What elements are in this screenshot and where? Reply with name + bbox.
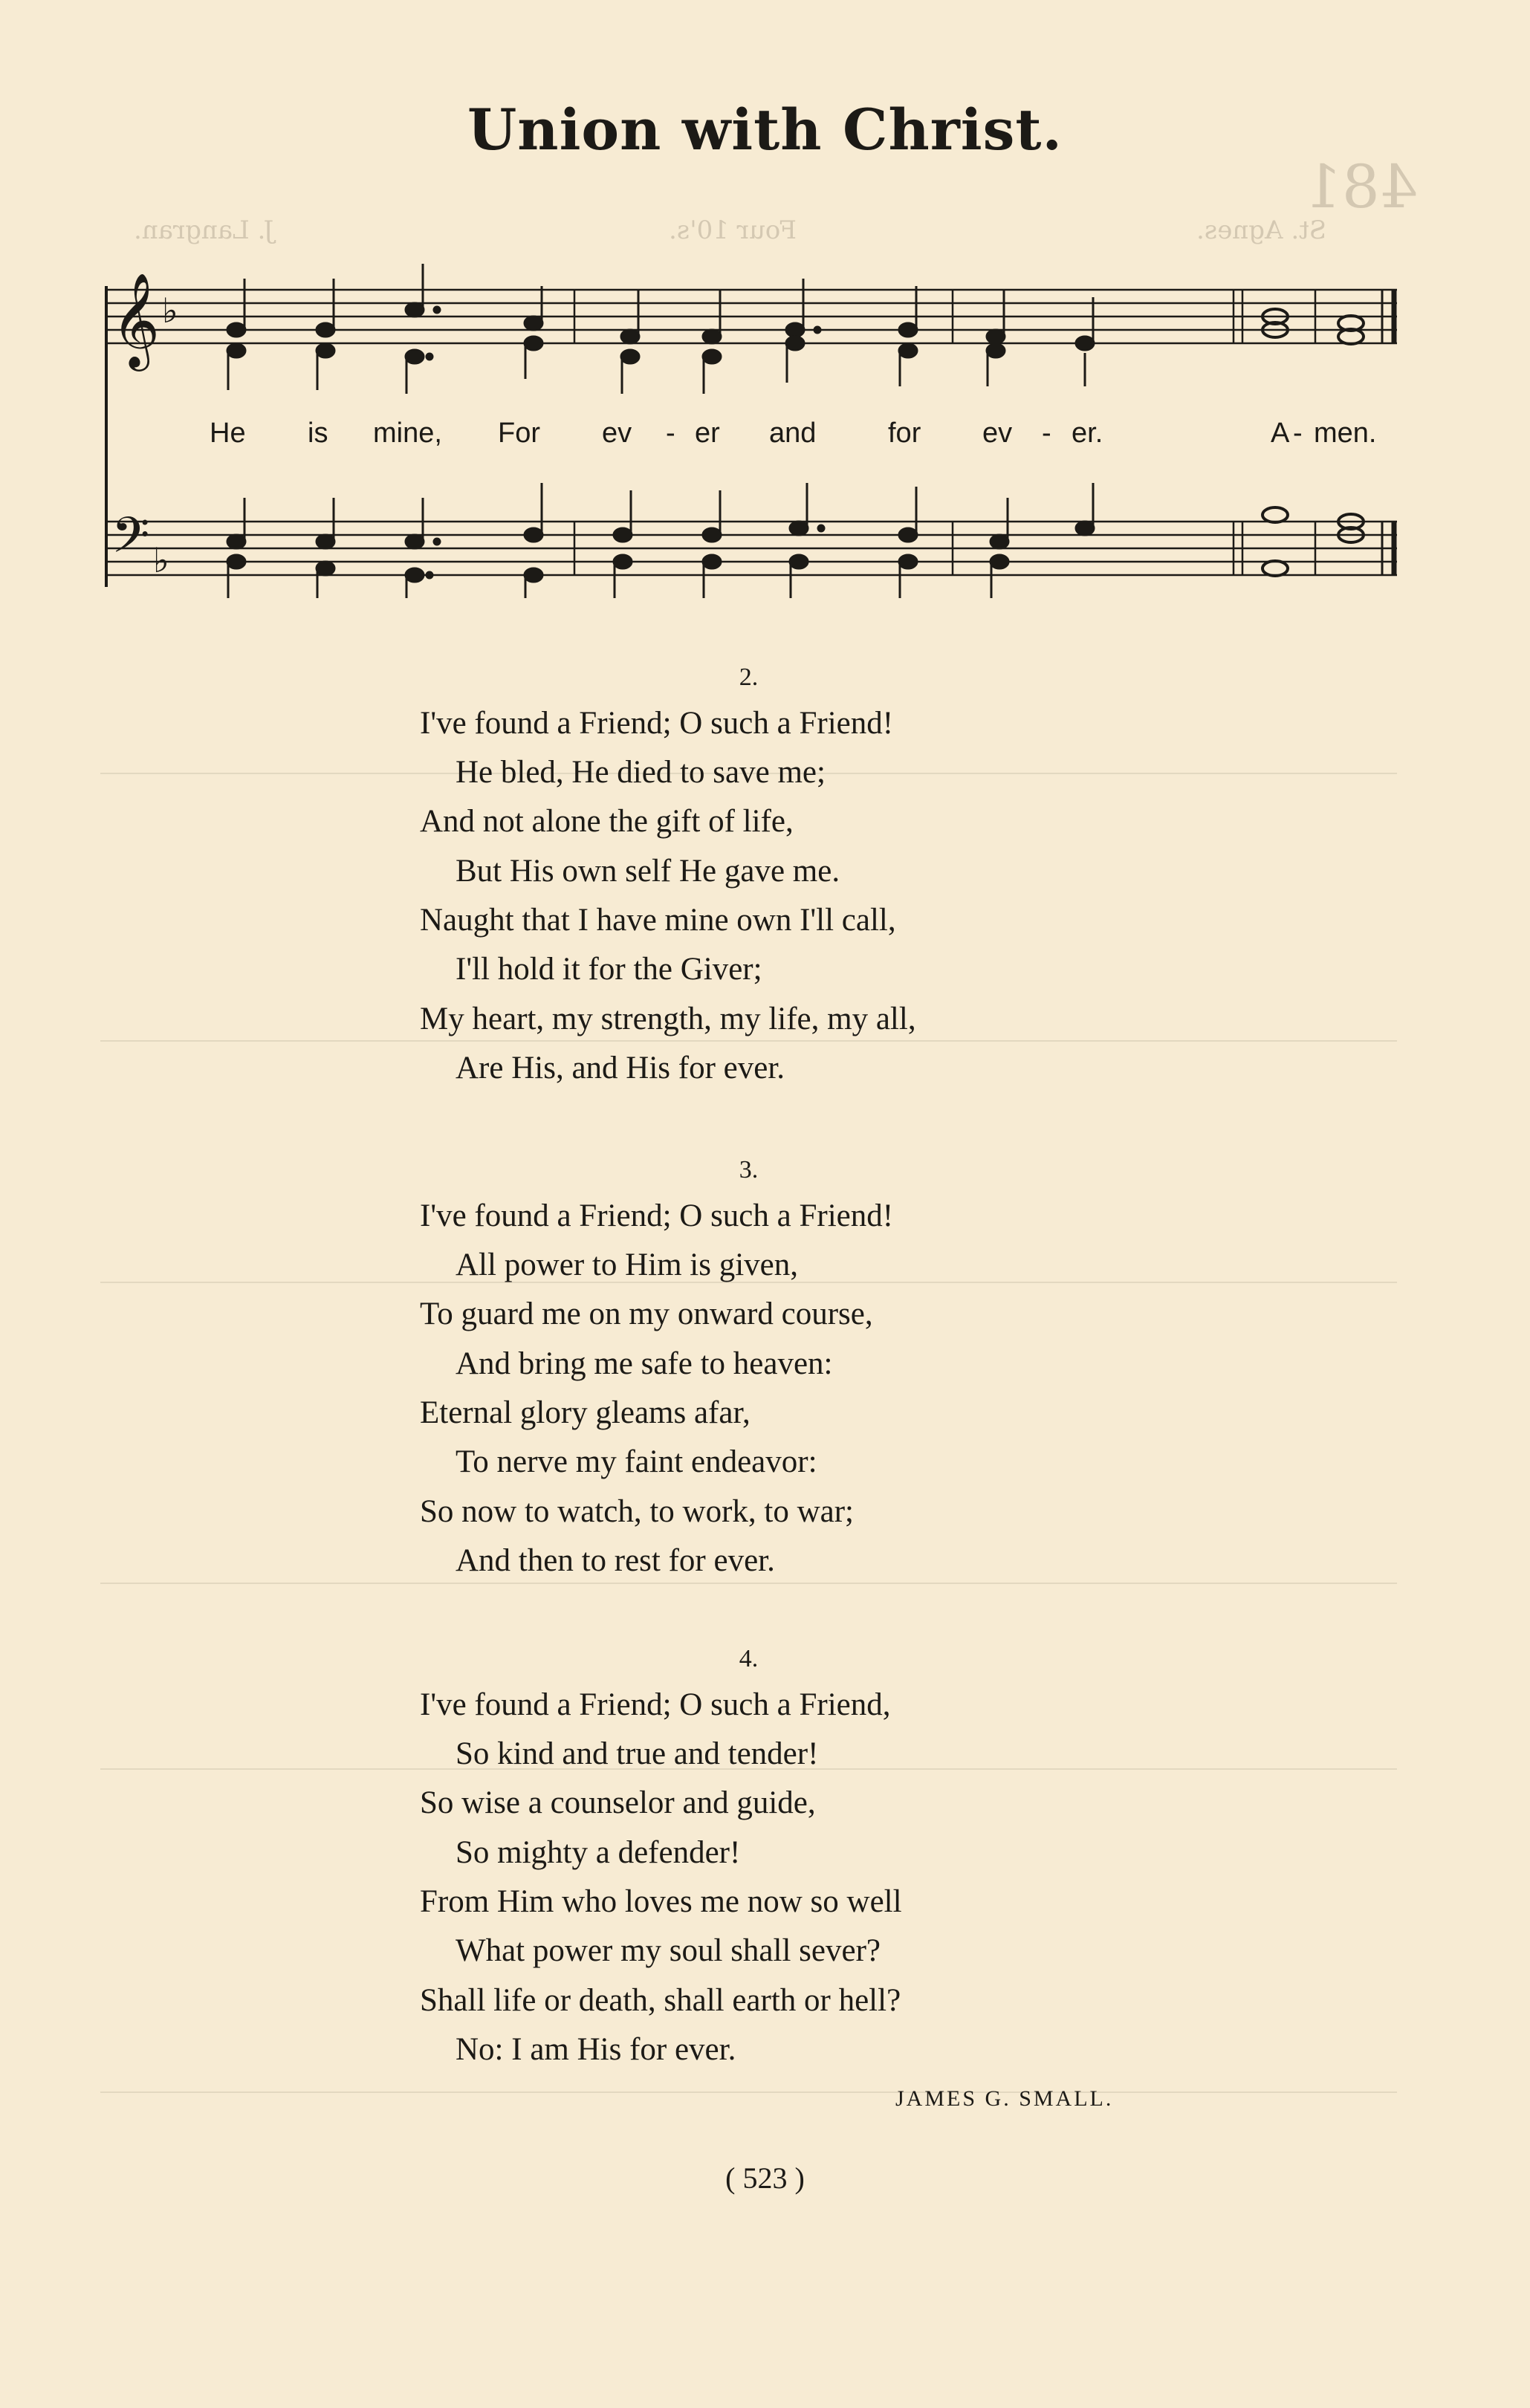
verse-line: And then to rest for ever.	[456, 1543, 775, 1578]
svg-text:𝄞: 𝄞	[111, 272, 161, 367]
verse-line: All power to Him is given,	[456, 1247, 799, 1282]
bleed-composer: J. Langran.	[134, 215, 274, 245]
lyric-syllable: mine,	[373, 418, 442, 449]
verse-line: He bled, He died to save me;	[456, 755, 826, 790]
verse-line: From Him who loves me now so well	[420, 1884, 902, 1919]
lyric-syllable: er.	[1072, 418, 1103, 449]
verse-line: So now to watch, to work, to war;	[420, 1494, 855, 1529]
lyric-syllable: -	[1042, 418, 1051, 449]
hymn-title: Union with Christ.	[467, 97, 1063, 163]
lyric-syllable: is	[308, 418, 328, 449]
verse-line: What power my soul shall sever?	[456, 1933, 881, 1968]
verse-line: My heart, my strength, my life, my all,	[420, 1002, 916, 1036]
lyric-syllable: er	[695, 418, 720, 449]
verse-line: I'll hold it for the Giver;	[456, 952, 762, 987]
verse-line: To nerve my faint endeavor:	[456, 1444, 817, 1479]
verse-line: So mighty a defender!	[456, 1835, 741, 1870]
lyric-syllable: -	[666, 418, 675, 449]
lyric-syllable: ev	[602, 418, 632, 449]
svg-text:𝄢: 𝄢	[111, 507, 150, 576]
verse-line: So kind and true and tender!	[456, 1736, 819, 1771]
bleed-staff	[100, 1040, 1397, 1042]
verse-line: I've found a Friend; O such a Friend!	[420, 706, 894, 741]
verse-line: I've found a Friend; O such a Friend!	[420, 1198, 894, 1233]
verse-line: I've found a Friend; O such a Friend,	[420, 1687, 891, 1722]
lyric-syllable: He	[210, 418, 246, 449]
verse-line: To guard me on my onward course,	[420, 1297, 873, 1331]
lyric-syllable: ev	[982, 418, 1013, 449]
stanza-number: 2.	[739, 663, 759, 691]
lyric-syllable: A	[1271, 418, 1290, 449]
verse-line: Naught that I have mine own I'll call,	[420, 903, 896, 938]
bleed-meter: Four 10's.	[669, 215, 797, 245]
bleed-staff	[100, 1583, 1397, 1584]
verse-line: But His own self He gave me.	[456, 854, 840, 889]
stanza-number: 4.	[739, 1645, 759, 1672]
lyric-syllable: for	[888, 418, 921, 449]
lyric-syllable: men.	[1314, 418, 1377, 449]
verse-line: Shall life or death, shall earth or hell?	[420, 1983, 901, 2018]
verse-line: And bring me safe to heaven:	[456, 1346, 833, 1381]
lyric-syllable: and	[769, 418, 817, 449]
bleed-tune: St. Agnes.	[1196, 215, 1327, 245]
verse-line: So wise a counselor and guide,	[420, 1785, 816, 1820]
svg-text:♭: ♭	[162, 291, 178, 331]
lyric-syllable: -	[1293, 418, 1303, 449]
verse-line: No: I am His for ever.	[456, 2032, 736, 2067]
svg-text:♭: ♭	[153, 540, 169, 580]
verse-line: And not alone the gift of life,	[420, 804, 794, 839]
author-credit: JAMES G. SMALL.	[895, 2086, 1114, 2111]
lyric-syllable: For	[498, 418, 540, 449]
bleed-staff	[100, 2091, 1397, 2093]
verse-line: Are His, and His for ever.	[456, 1051, 785, 1085]
page-number: ( 523 )	[725, 2161, 805, 2195]
verse-line: Eternal glory gleams afar,	[420, 1395, 751, 1430]
bleed-number: 481	[1304, 152, 1418, 221]
stanza-number: 3.	[739, 1156, 759, 1184]
